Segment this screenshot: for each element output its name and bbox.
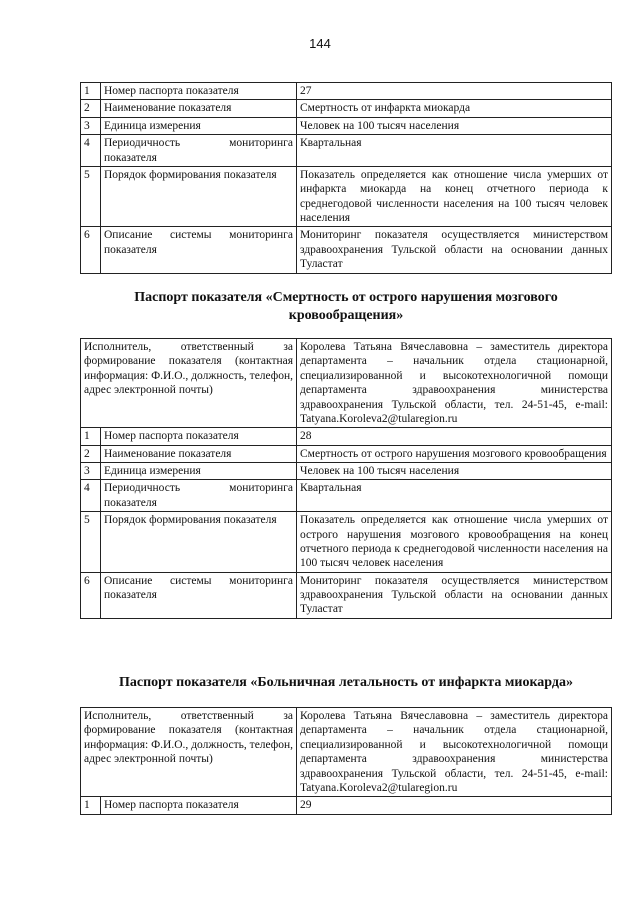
page-number: 144 [309, 36, 331, 51]
table-row [81, 135, 612, 167]
table-row [81, 445, 612, 462]
table-row [81, 797, 612, 814]
table-row [81, 463, 612, 480]
table-row [81, 100, 612, 117]
row-number: 4 [81, 480, 101, 512]
passport-table-29 [80, 707, 612, 815]
passport-table-27 [80, 82, 612, 274]
table-row [81, 83, 612, 100]
executor-label: Исполнитель, ответственный за формирование показателя (контактная информация: Ф.И.О., должность, телефон, адрес электронной почты) [81, 339, 297, 428]
row-label: Описание системы мониторинга показателя [101, 572, 297, 618]
row-label: Единица измерения [101, 463, 297, 480]
row-number: 1 [81, 428, 101, 445]
row-number: 4 [81, 135, 101, 167]
executor-label: Исполнитель, ответственный за формирование показателя (контактная информация: Ф.И.О., должность, телефон, адрес электронной почты) [81, 708, 297, 797]
row-label: Наименование показателя [101, 445, 297, 462]
executor-row [81, 708, 612, 797]
table-row [81, 227, 612, 273]
row-value: Смертность от острого нарушения мозгового кровообращения [297, 445, 612, 462]
row-label: Наименование показателя [101, 100, 297, 117]
row-value: 27 [297, 83, 612, 100]
row-number: 3 [81, 117, 101, 134]
row-value: 28 [297, 428, 612, 445]
row-label: Порядок формирования показателя [101, 512, 297, 573]
table-row [81, 117, 612, 134]
table-row [81, 572, 612, 618]
row-number: 3 [81, 463, 101, 480]
row-value: Мониторинг показателя осуществляется министерством здравоохранения Тульской области на основании данных Туластат [297, 572, 612, 618]
section-title-stroke-mortality: Паспорт показателя «Смертность от острого нарушения мозгового кровообращения» [134, 290, 558, 324]
row-label: Периодичность мониторинга показателя [101, 135, 297, 167]
section-title-hospital-mortality: Паспорт показателя «Больничная летальность от инфаркта миокарда» [119, 675, 573, 690]
row-number: 5 [81, 166, 101, 227]
row-value: Показатель определяется как отношение числа умерших от острого нарушения мозгового кровообращения на конец отчетного периода к среднегодовой численности населения на 100 тысяч человек населения [297, 512, 612, 573]
row-value: Мониторинг показателя осуществляется министерством здравоохранения Тульской области на основании данных Туластат [297, 227, 612, 273]
row-value: Смертность от инфаркта миокарда [297, 100, 612, 117]
row-number: 6 [81, 227, 101, 273]
row-number: 1 [81, 83, 101, 100]
row-label: Единица измерения [101, 117, 297, 134]
row-number: 2 [81, 445, 101, 462]
executor-value: Королева Татьяна Вячеславовна – заместитель директора департамента – начальник отдела стационарной, специализированной и высокотехнологичной помощи департамента здравоохранения министерства здравоохранения Тульской области, тел. 24-51-45, e-mail: Tatyana.Koroleva2@tularegion.ru [297, 339, 612, 428]
row-label: Номер паспорта показателя [101, 797, 297, 814]
table-row [81, 428, 612, 445]
executor-row [81, 339, 612, 428]
row-label: Описание системы мониторинга показателя [101, 227, 297, 273]
table-row [81, 512, 612, 573]
row-number: 5 [81, 512, 101, 573]
row-value: Показатель определяется как отношение числа умерших от инфаркта миокарда на конец отчетного периода к среднегодовой численности населения на 100 тысяч человек населения [297, 166, 612, 227]
table-row [81, 480, 612, 512]
passport-table-28 [80, 338, 612, 619]
row-label: Порядок формирования показателя [101, 166, 297, 227]
row-value: Квартальная [297, 480, 612, 512]
row-label: Номер паспорта показателя [101, 428, 297, 445]
row-number: 6 [81, 572, 101, 618]
row-value: Квартальная [297, 135, 612, 167]
table-row [81, 166, 612, 227]
row-value: Человек на 100 тысяч населения [297, 463, 612, 480]
row-label: Номер паспорта показателя [101, 83, 297, 100]
row-number: 2 [81, 100, 101, 117]
row-value: Человек на 100 тысяч населения [297, 117, 612, 134]
row-label: Периодичность мониторинга показателя [101, 480, 297, 512]
row-value: 29 [297, 797, 612, 814]
executor-value: Королева Татьяна Вячеславовна – заместитель директора департамента – начальник отдела стационарной, специализированной и высокотехнологичной помощи департамента здравоохранения министерства здравоохранения Тульской области, тел. 24-51-45, e-mail: Tatyana.Koroleva2@tularegion.ru [297, 708, 612, 797]
row-number: 1 [81, 797, 101, 814]
